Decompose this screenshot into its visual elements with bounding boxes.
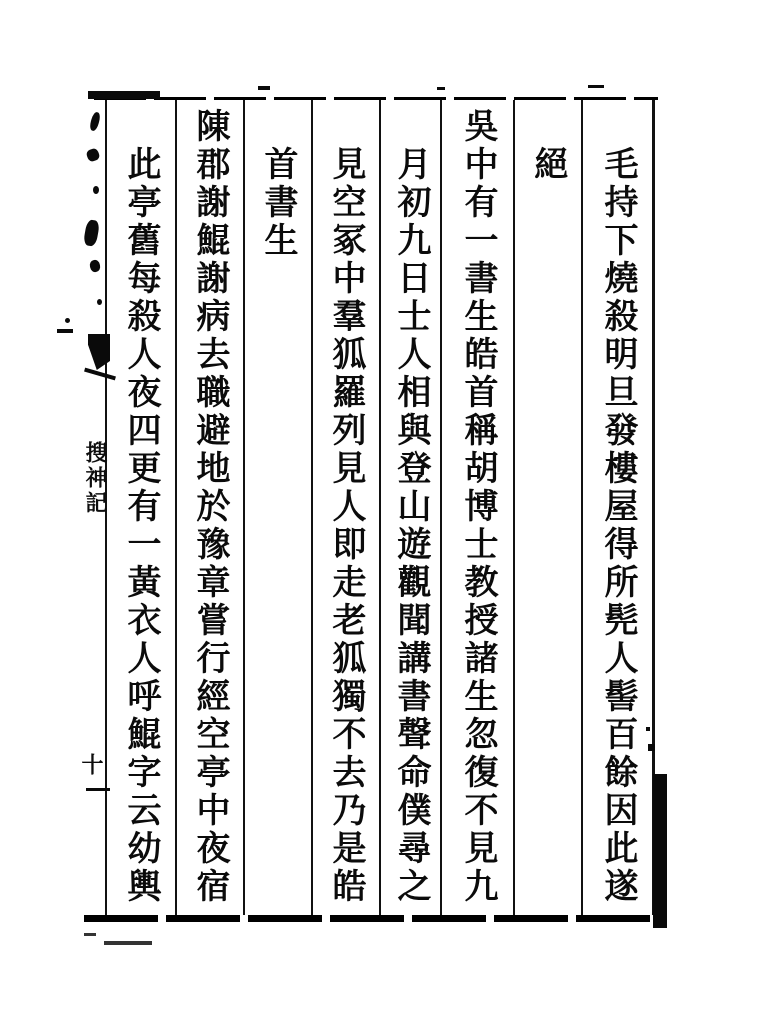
text-column-8: 此亭舊每殺人夜四更有一黃衣人呼鯤字云幼輿	[121, 146, 161, 906]
scan-edge-bar	[653, 774, 667, 928]
gutter-ink-fragment	[65, 318, 70, 323]
frame-top-border-heavy-segment	[88, 91, 160, 99]
scan-edge-speck	[646, 727, 650, 731]
gutter-ink-fragment	[85, 147, 100, 162]
text-column-5: 見空冢中羣狐羅列見人即走老狐獨不去乃是皓	[326, 146, 366, 906]
stray-ink-dot	[588, 85, 604, 88]
gutter-ink-fragment	[89, 111, 102, 131]
scan-edge-speck	[648, 744, 655, 751]
stray-ink-dash	[104, 941, 152, 945]
text-column-2: 絕	[528, 146, 568, 184]
text-column-4: 月初九日士人相與登山遊觀聞講書聲命僕尋之	[391, 146, 431, 906]
gutter-ink-fragment	[89, 259, 101, 273]
stray-ink-dash	[84, 933, 96, 936]
frame-bottom-border	[84, 915, 662, 922]
gutter-ink-fragment	[97, 299, 102, 305]
text-column-6: 首書生	[258, 146, 298, 260]
margin-page-number: 十	[78, 753, 104, 775]
text-column-7: 陳郡謝鯤謝病去職避地於豫章嘗行經空亭中夜宿	[190, 108, 230, 906]
stray-ink-dot	[437, 87, 445, 90]
margin-book-title: 搜神記	[82, 441, 108, 516]
gutter-dash-mark	[57, 329, 73, 333]
gutter-ink-fragment	[83, 219, 100, 247]
frame-top-border	[94, 97, 658, 100]
stray-ink-dot	[258, 86, 270, 90]
margin-tick-line	[86, 788, 110, 791]
text-column-1: 毛持下燒殺明旦發樓屋得所髡人髻百餘因此遂	[598, 146, 638, 906]
column-divider	[581, 100, 583, 915]
column-divider	[513, 100, 515, 915]
text-column-3: 吳中有一書生皓首稱胡博士教授諸生忽復不見九	[458, 108, 498, 906]
gutter-ink-fragment	[93, 186, 99, 194]
